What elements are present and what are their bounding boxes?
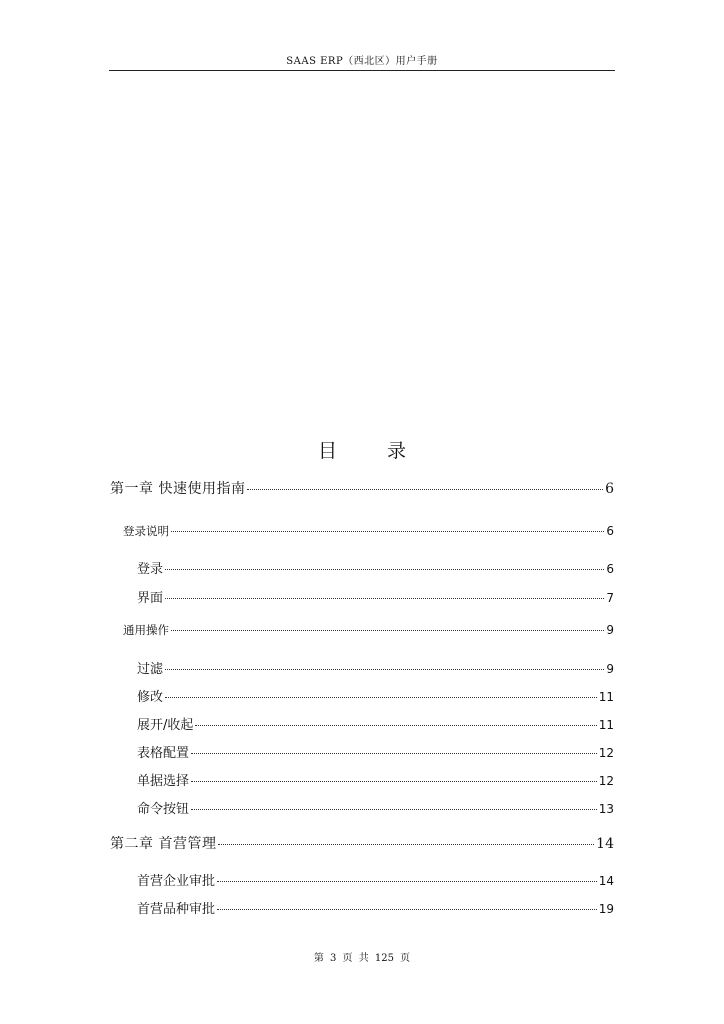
toc-entry-page: 9 [606,662,614,676]
toc-entry-label: 首营企业审批 [137,874,216,889]
toc-entry-table-config[interactable] [137,742,614,761]
toc-entry-expand-collapse[interactable] [137,714,614,733]
toc-entry-document-select[interactable] [137,770,614,789]
toc-entry-label: 表格配置 [137,746,190,761]
toc-entry-interface[interactable] [137,587,614,606]
toc-entry-login-intro[interactable] [123,523,614,539]
toc-leader-dots [165,697,597,698]
toc-entry-label: 修改 [137,690,164,705]
toc-leader-dots [195,725,596,726]
toc-entry-page: 12 [598,774,614,788]
toc-leader-dots [171,531,604,532]
header-divider [109,70,615,71]
toc-entry-label: 第一章 快速使用指南 [110,481,246,497]
toc-title: 目 录 [317,440,429,462]
toc-entry-label: 展开/收起 [137,718,194,733]
toc-entry-modify[interactable] [137,686,614,705]
toc-entry-chapter-1[interactable] [110,478,614,498]
toc-entry-common-operations[interactable] [123,622,614,638]
toc-leader-dots [218,844,594,845]
toc-entry-label: 界面 [137,591,164,606]
page-footer: 第 3 页 共 125 页 [313,953,411,964]
toc-entry-page: 12 [598,746,614,760]
toc-entry-page: 13 [598,802,614,816]
toc-entry-label: 第二章 首营管理 [110,836,217,852]
toc-entry-chapter-2[interactable] [110,833,614,853]
toc-entry-label: 登录 [137,562,164,577]
toc-entry-page: 19 [598,902,614,916]
toc-entry-page: 6 [606,562,614,576]
toc-leader-dots [217,909,597,910]
toc-entry-page: 6 [606,524,614,538]
toc-entry-page: 9 [606,623,614,637]
toc-entry-first-product-approval[interactable] [137,898,614,917]
toc-leader-dots [217,881,597,882]
toc-entry-label: 单据选择 [137,774,190,789]
toc-entry-page: 6 [605,481,614,497]
toc-entry-label: 过滤 [137,662,164,677]
toc-entry-label: 通用操作 [123,623,169,637]
toc-entry-label: 登录说明 [123,524,169,538]
toc-leader-dots [165,569,604,570]
toc-entry-command-buttons[interactable] [137,798,614,817]
toc-entry-page: 14 [598,874,614,888]
toc-entry-label: 命令按钮 [137,802,190,817]
toc-leader-dots [165,598,604,599]
toc-leader-dots [247,489,603,490]
toc-entry-first-business-approval[interactable] [137,870,614,889]
toc-entry-page: 11 [598,690,614,704]
running-header: SAAS ERP（西北区）用户手册 [286,56,438,67]
toc-leader-dots [191,809,597,810]
toc-entry-label: 首营品种审批 [137,902,216,917]
toc-leader-dots [191,781,597,782]
toc-leader-dots [171,630,604,631]
toc-entry-login[interactable] [137,558,614,577]
toc-entry-page: 11 [598,718,614,732]
toc-entry-page: 14 [596,836,614,852]
toc-leader-dots [191,753,597,754]
toc-entry-filter[interactable] [137,658,614,677]
toc-leader-dots [165,669,604,670]
toc-entry-page: 7 [606,591,614,605]
